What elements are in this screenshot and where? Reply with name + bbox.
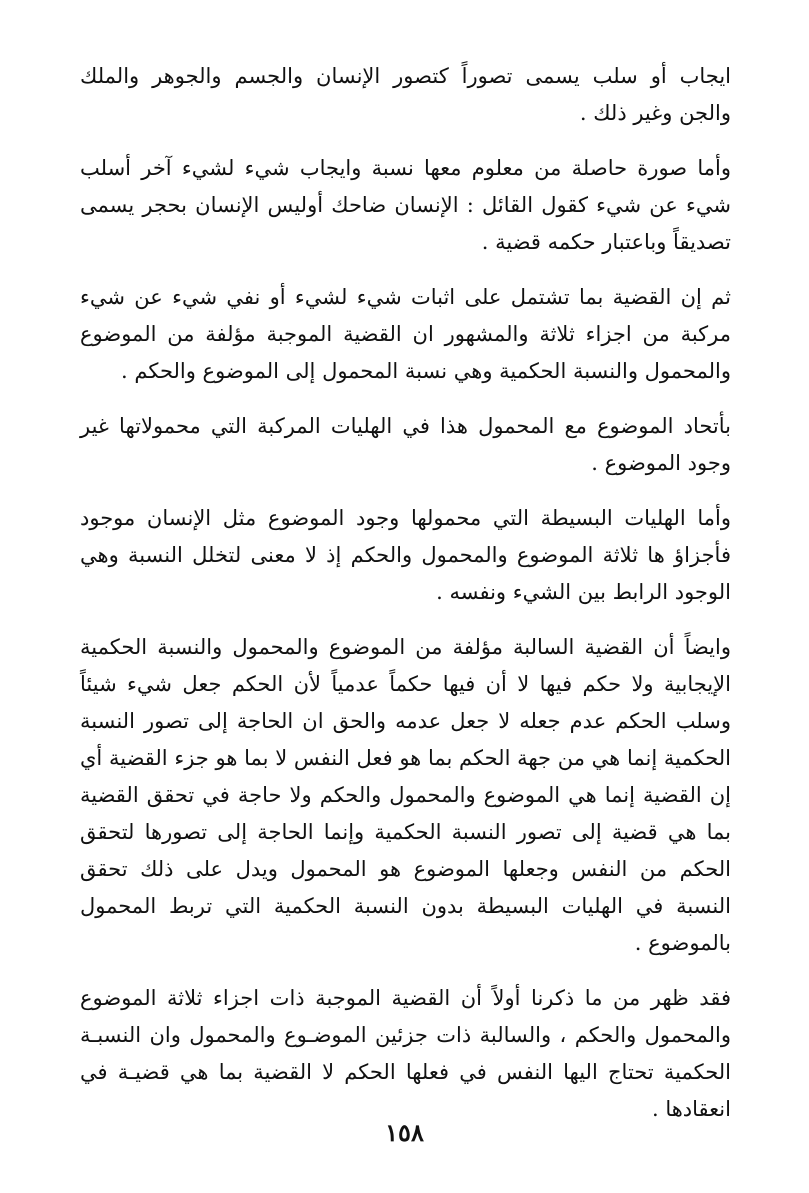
page-number: ١٥٨ (385, 1118, 424, 1147)
paragraph-1: ايجاب أو سلب يسمى تصوراً كتصور الإنسان والجسم والجوهر والملك والجن وغير ذلك . (80, 64, 731, 125)
paragraph-5: وأما الهليات البسيطة التي محمولها وجود الموضوع مثل الإنسان موجود فأجزاؤ ها ثلاثة الموضوع والمحمول والحكم إذ لا معنى لتخلل النسبة وهي الوجود الرابط بين الشيء ونفسه . (80, 506, 731, 604)
paragraph-4: بأتحاد الموضوع مع المحمول هذا في الهليات المركبة التي محمولاتها غير وجود الموضوع . (80, 414, 731, 475)
paragraph-6: وايضاً أن القضية السالبة مؤلفة من الموضوع والمحمول والنسبة الحكمية الإيجابية ولا حكم فيها لا أن فيها حكماً عدمياً لأن الحكم جعل شيء شيئاً وسلب الحكم عدم جعله لا جعل عدمه والحق ان الحاجة إلى تصور النسبة الحكمية إنما هي من جهة الحكم بما هو فعل النفس لا بما هو جزء القضية أي إن القضية إنما هي الموضوع والمحمول والحكم ولا حاجة في تحقق القضية بما هي قضية إلى تصور النسبة الحكمية وإنما الحاجة إلى تصورها لتحقق الحكم من النفس وجعلها الموضوع هو المحمول ويدل على ذلك تحقق النسبة في الهليات البسيطة بدون النسبة الحكمية التي تربط المحمول بالموضوع . (80, 635, 731, 955)
paragraph-3: ثم إن القضية بما تشتمل على اثبات شيء لشيء أو نفي شيء عن شيء مركبة من اجزاء ثلاثة والمشهور ان القضية الموجبة مؤلفة من الموضوع والمحمول والنسبة الحكمية وهي نسبة المحمول إلى الموضوع والحكم . (80, 285, 731, 383)
paragraph-7: فقد ظهر من ما ذكرنا أولاً أن القضية الموجبة ذات اجزاء ثلاثة الموضوع والمحمول والحكم ، والسالبة ذات جزئين الموضـوع والمحمول وان النسبـة الحكمية تحتاج اليها النفس في فعلها الحكم لا القضية بما هي قضيـة في انعقادها . (80, 986, 731, 1121)
paragraph-2: وأما صورة حاصلة من معلوم معها نسبة وايجاب شيء لشيء آخر أسلب شيء عن شيء كقول القائل : الإنسان ضاحك أوليس الإنسان بحجر يسمى تصديقاً وباعتبار حكمه قضية . (80, 156, 731, 254)
